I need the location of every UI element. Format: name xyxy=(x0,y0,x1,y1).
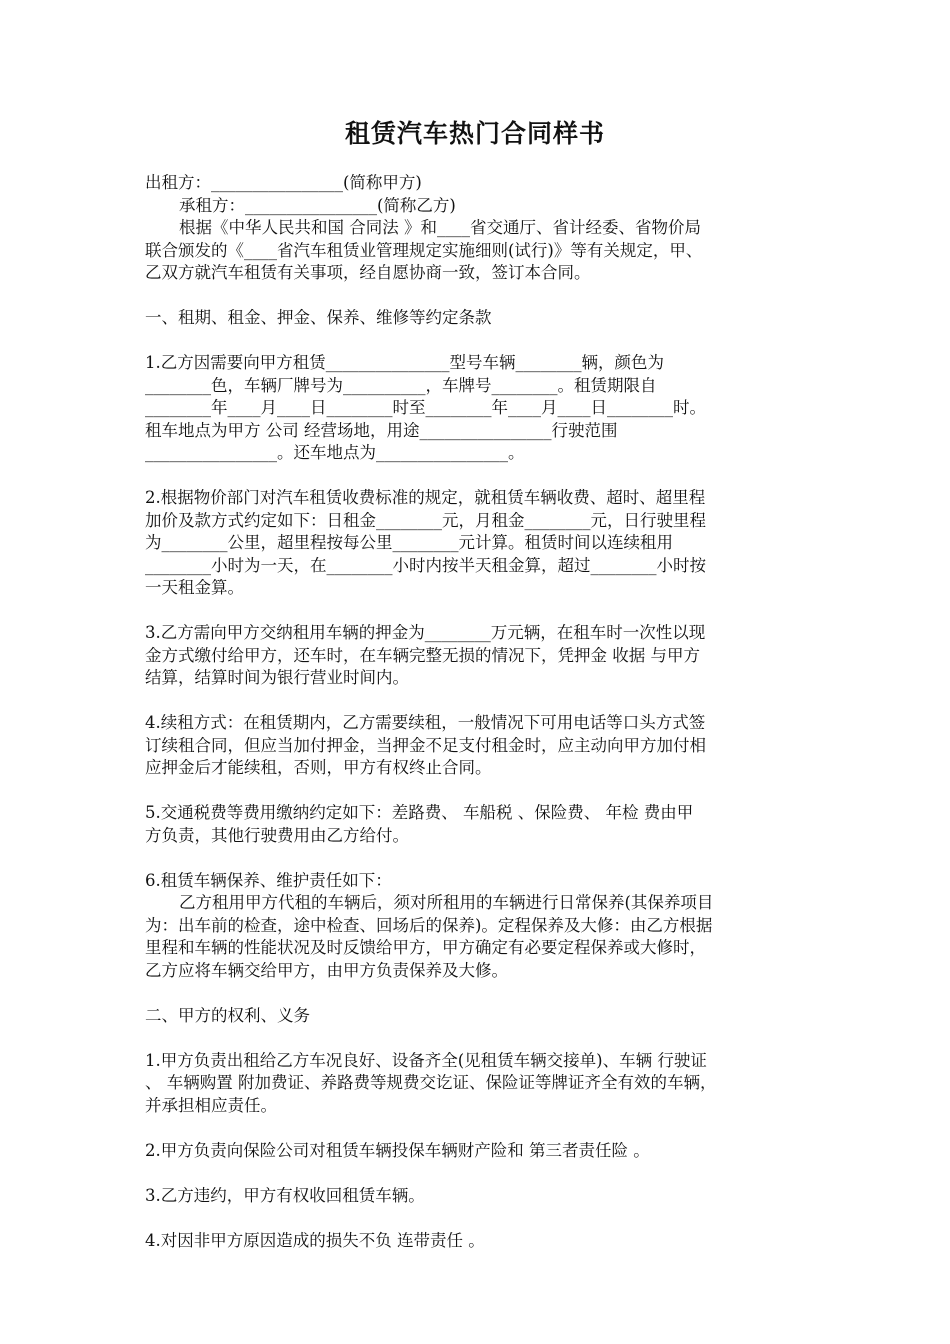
section-2-clause-3: 3.乙方违约，甲方有权收回租赁车辆。 xyxy=(145,1185,425,1205)
clause-line: 金方式缴付给甲方，还车时，在车辆完整无损的情况下，凭押金 收据 与甲方 xyxy=(145,645,700,665)
clause-line: 加价及款方式约定如下：日租金________元，月租金________元，日行驶里程 xyxy=(145,510,706,530)
clause-line: 1.乙方因需要向甲方租赁_______________型号车辆________辆，颜色为 xyxy=(145,353,664,372)
clause-line: ________年____月____日________时至________年____月____日________时。 xyxy=(145,398,706,417)
clause-line: 5.交通税费等费用缴纳约定如下：差路费、 车船税 、保险费、 年检 费由甲 xyxy=(145,803,694,822)
section-2-clause-2: 2.甲方负责向保险公司对租赁车辆投保车辆财产险和 第三者责任险 。 xyxy=(145,1140,650,1160)
clause-line: 为：出车前的检查，途中检查、回场后的保养)。定程保养及大修：由乙方根据 xyxy=(145,915,713,935)
clause-line: ________色，车辆厂牌号为__________，车牌号________。租赁期限自 xyxy=(145,375,657,395)
clause-line: 结算，结算时间为银行营业时间内。 xyxy=(145,668,409,687)
section-2-clause-1 xyxy=(145,1050,805,1118)
clause-line: 1.甲方负责出租给乙方车况良好、设备齐全(见租赁车辆交接单)、车辆 行驶证 xyxy=(145,1050,707,1070)
intro-line: 联合颁发的《____省汽车租赁业管理规定实施细则(试行)》等有关规定，甲、 xyxy=(145,240,703,260)
section-2-clause-4: 4.对因非甲方原因造成的损失不负 连带责任 。 xyxy=(145,1230,485,1250)
lessor-line: 出租方：________________(简称甲方) xyxy=(145,173,422,192)
section-heading-2: 二、甲方的权利、义务 xyxy=(145,1005,310,1025)
clause-line: 乙方应将车辆交给甲方，由甲方负责保养及大修。 xyxy=(145,960,508,980)
clause-line: 、 车辆购置 附加费证、养路费等规费交讫证、保险证等牌证齐全有效的车辆， xyxy=(145,1073,717,1092)
clause-line: 方负责，其他行驶费用由乙方给付。 xyxy=(145,825,409,845)
clause-line: 里程和车辆的性能状况及时反馈给甲方，甲方确定有必要定程保养或大修时， xyxy=(145,938,706,957)
intro-line: 乙双方就汽车租赁有关事项，经自愿协商一致，签订本合同。 xyxy=(145,263,591,282)
clause-4 xyxy=(145,712,805,780)
clause-5 xyxy=(145,802,805,847)
intro-line: 根据《中华人民共和国 合同法 》和____省交通厅、省计经委、省物价局 xyxy=(179,218,701,237)
clause-line: 2.根据物价部门对汽车租赁收费标准的规定，就租赁车辆收费、超时、超里程 xyxy=(145,488,706,507)
clause-line: ________小时为一天，在________小时内按半天租金算，超过________小时按 xyxy=(145,555,706,575)
clause-heading: 6.租赁车辆保养、维护责任如下： xyxy=(145,870,392,890)
clause-2 xyxy=(145,487,805,600)
clause-line: 为________公里，超里程按每公里________元计算。租赁时间以连续租用 xyxy=(145,533,673,552)
clause-line: 租车地点为甲方 公司 经营场地，用途________________行驶范围 xyxy=(145,420,618,440)
clause-line: ________________。还车地点为________________。 xyxy=(145,443,525,462)
intro-paragraph xyxy=(145,217,805,285)
clause-3 xyxy=(145,622,805,690)
document-title: 租赁汽车热门合同样书 xyxy=(344,119,605,148)
clause-line: 订续租合同，但应当加付押金，当押金不足支付租金时，应主动向甲方加付相 xyxy=(145,735,706,755)
lessee-line: 承租方：________________(简称乙方) xyxy=(179,195,456,215)
clause-line: 应押金后才能续租，否则，甲方有权终止合同。 xyxy=(145,758,492,777)
clause-line: 4.续租方式：在租赁期内，乙方需要续租，一般情况下可用电话等口头方式签 xyxy=(145,713,706,732)
section-heading-1: 一、租期、租金、押金、保养、维修等约定条款 xyxy=(145,308,492,327)
clause-1 xyxy=(145,352,805,465)
document-body xyxy=(145,172,805,1252)
clause-line: 一天租金算。 xyxy=(145,578,244,597)
clause-line: 3.乙方需向甲方交纳租用车辆的押金为________万元辆，在租车时一次性以现 xyxy=(145,623,706,642)
clause-line: 乙方租用甲方代租的车辆后，须对所租用的车辆进行日常保养(其保养项目 xyxy=(179,893,714,912)
clause-6 xyxy=(145,870,805,983)
clause-line: 并承担相应责任。 xyxy=(145,1095,277,1115)
